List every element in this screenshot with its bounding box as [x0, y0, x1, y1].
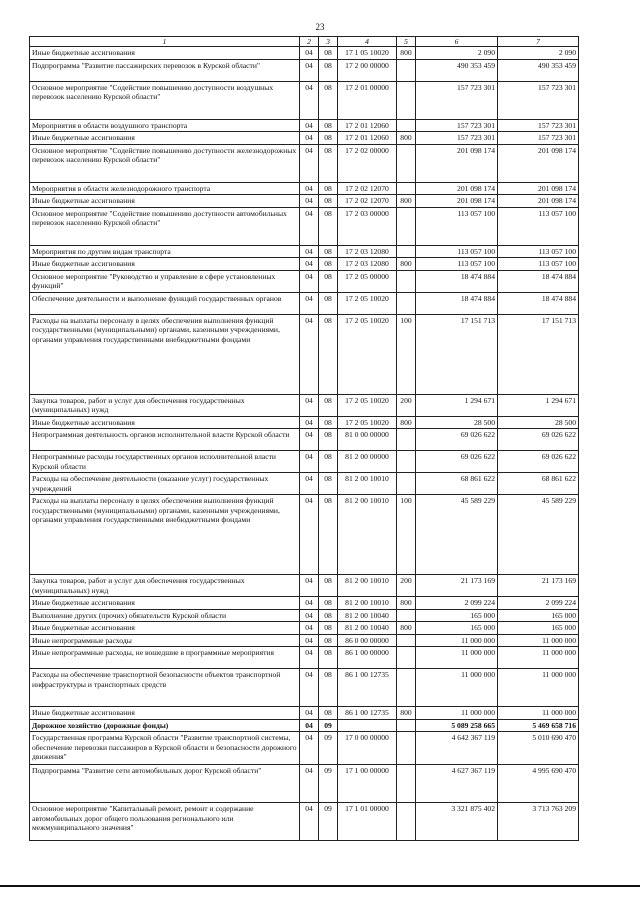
- row-amount-1-cell: 45 589 229: [416, 495, 498, 575]
- row-vr-cell: [397, 765, 416, 803]
- row-pr-cell: 08: [319, 207, 338, 245]
- table-row: [30, 495, 579, 575]
- row-pr-cell: 08: [319, 47, 338, 59]
- row-amount-1-cell: 69 026 622: [416, 451, 498, 473]
- row-amount-2-cell: 113 057 100: [498, 245, 579, 257]
- row-amount-1-cell: 68 861 622: [416, 473, 498, 495]
- row-csr-cell: 81 0 00 00000: [338, 429, 397, 451]
- row-csr-cell: 81 2 00 10040: [338, 609, 397, 621]
- row-amount-1-cell: 2 090: [416, 47, 498, 59]
- row-vr-cell: [397, 245, 416, 257]
- row-amount-2-cell: 45 589 229: [498, 495, 579, 575]
- row-amount-2-cell: 157 723 301: [498, 119, 579, 131]
- row-rz-cell: 04: [300, 132, 319, 144]
- header-col-4: 4: [338, 37, 397, 47]
- row-pr-cell: 08: [319, 258, 338, 270]
- row-pr-cell: 08: [319, 270, 338, 292]
- row-vr-cell: [397, 647, 416, 669]
- row-rz-cell: 04: [300, 634, 319, 646]
- row-rz-cell: 04: [300, 451, 319, 473]
- row-pr-cell: 09: [319, 765, 338, 803]
- row-pr-cell: 08: [319, 195, 338, 207]
- row-csr-cell: 86 1 00 12735: [338, 669, 397, 707]
- row-vr-cell: [397, 270, 416, 292]
- row-csr-cell: 81 2 00 10010: [338, 473, 397, 495]
- row-name-cell: Основное мероприятие "Капитальный ремонт, ремонт и содержание автомобильных дорог общего пользования регионального или межмуниципального значения": [30, 803, 300, 841]
- table-row: [30, 429, 579, 451]
- row-amount-1-cell: 21 173 169: [416, 575, 498, 597]
- row-vr-cell: 800: [397, 622, 416, 634]
- header-col-7: 7: [498, 37, 579, 47]
- row-csr-cell: 17 2 02 00000: [338, 144, 397, 182]
- row-rz-cell: 04: [300, 258, 319, 270]
- table-row: [30, 119, 579, 131]
- row-name-cell: Закупка товаров, работ и услуг для обеспечения государственных (муниципальных) нужд: [30, 575, 300, 597]
- table-row: [30, 707, 579, 719]
- row-name-cell: Иные непрограммные расходы, не вошедшие в программные мероприятия: [30, 647, 300, 669]
- row-amount-2-cell: 201 098 174: [498, 195, 579, 207]
- row-amount-1-cell: 11 000 000: [416, 669, 498, 707]
- table-row: [30, 803, 579, 841]
- row-vr-cell: [397, 119, 416, 131]
- row-vr-cell: 200: [397, 394, 416, 416]
- row-pr-cell: 08: [319, 292, 338, 314]
- table-row: [30, 314, 579, 394]
- row-name-cell: Иные бюджетные ассигнования: [30, 47, 300, 59]
- table-row: [30, 732, 579, 765]
- row-amount-2-cell: 2 099 224: [498, 597, 579, 609]
- row-rz-cell: 04: [300, 119, 319, 131]
- row-csr-cell: 17 2 05 10020: [338, 416, 397, 428]
- row-vr-cell: [397, 803, 416, 841]
- row-rz-cell: 04: [300, 803, 319, 841]
- row-csr-cell: 81 2 00 00000: [338, 451, 397, 473]
- row-vr-cell: [397, 81, 416, 119]
- row-amount-2-cell: 28 500: [498, 416, 579, 428]
- table-row: [30, 258, 579, 270]
- table-row: [30, 719, 579, 731]
- row-vr-cell: [397, 719, 416, 731]
- row-pr-cell: 08: [319, 314, 338, 394]
- row-pr-cell: 09: [319, 803, 338, 841]
- row-vr-cell: 800: [397, 416, 416, 428]
- row-amount-2-cell: 4 995 690 470: [498, 765, 579, 803]
- row-csr-cell: 17 2 01 00000: [338, 81, 397, 119]
- row-vr-cell: [397, 59, 416, 81]
- row-pr-cell: 08: [319, 451, 338, 473]
- table-row: [30, 59, 579, 81]
- row-rz-cell: 04: [300, 144, 319, 182]
- row-rz-cell: 04: [300, 622, 319, 634]
- row-rz-cell: 04: [300, 195, 319, 207]
- page-number: 23: [315, 22, 325, 32]
- row-csr-cell: 17 2 01 12060: [338, 119, 397, 131]
- row-vr-cell: [397, 451, 416, 473]
- table-row: [30, 669, 579, 707]
- table-row: [30, 270, 579, 292]
- row-amount-2-cell: 5 010 690 470: [498, 732, 579, 765]
- row-amount-1-cell: 113 057 100: [416, 245, 498, 257]
- row-rz-cell: 04: [300, 182, 319, 194]
- row-pr-cell: 09: [319, 732, 338, 765]
- row-rz-cell: 04: [300, 59, 319, 81]
- row-amount-2-cell: 113 057 100: [498, 207, 579, 245]
- row-amount-1-cell: 17 151 713: [416, 314, 498, 394]
- row-rz-cell: 04: [300, 495, 319, 575]
- row-pr-cell: 08: [319, 669, 338, 707]
- row-vr-cell: [397, 429, 416, 451]
- row-name-cell: Мероприятия в области воздушного транспорта: [30, 119, 300, 131]
- row-amount-1-cell: 4 642 367 119: [416, 732, 498, 765]
- row-csr-cell: 81 2 00 10040: [338, 622, 397, 634]
- row-amount-1-cell: 1 294 671: [416, 394, 498, 416]
- table-row: [30, 473, 579, 495]
- row-vr-cell: 200: [397, 575, 416, 597]
- header-col-5: 5: [397, 37, 416, 47]
- row-vr-cell: [397, 144, 416, 182]
- row-vr-cell: 100: [397, 314, 416, 394]
- row-vr-cell: 800: [397, 258, 416, 270]
- header-row: [30, 37, 579, 47]
- row-rz-cell: 04: [300, 719, 319, 731]
- row-pr-cell: 08: [319, 144, 338, 182]
- row-pr-cell: 09: [319, 719, 338, 731]
- row-amount-2-cell: 11 000 000: [498, 707, 579, 719]
- row-csr-cell: 86 0 00 00000: [338, 634, 397, 646]
- row-rz-cell: 04: [300, 314, 319, 394]
- row-amount-1-cell: 113 057 100: [416, 207, 498, 245]
- row-name-cell: Иные бюджетные ассигнования: [30, 707, 300, 719]
- row-amount-2-cell: 157 723 301: [498, 81, 579, 119]
- row-vr-cell: 100: [397, 495, 416, 575]
- row-vr-cell: [397, 732, 416, 765]
- table-row: [30, 195, 579, 207]
- row-amount-2-cell: 21 173 169: [498, 575, 579, 597]
- row-name-cell: Иные непрограммные расходы: [30, 634, 300, 646]
- table-row: [30, 451, 579, 473]
- row-vr-cell: [397, 207, 416, 245]
- row-amount-1-cell: 201 098 174: [416, 144, 498, 182]
- row-csr-cell: 17 2 02 12070: [338, 182, 397, 194]
- row-amount-1-cell: 165 000: [416, 622, 498, 634]
- row-csr-cell: 17 2 03 12080: [338, 245, 397, 257]
- row-csr-cell: 81 2 00 10010: [338, 495, 397, 575]
- table-row: [30, 765, 579, 803]
- header-col-3: 3: [319, 37, 338, 47]
- row-pr-cell: 08: [319, 119, 338, 131]
- row-name-cell: Основное мероприятие "Содействие повышению доступности автомобильных перевозок населению Курской области": [30, 207, 300, 245]
- row-amount-1-cell: 157 723 301: [416, 132, 498, 144]
- row-amount-1-cell: 165 000: [416, 609, 498, 621]
- row-vr-cell: 800: [397, 597, 416, 609]
- row-rz-cell: 04: [300, 270, 319, 292]
- table-body: [30, 47, 579, 841]
- row-rz-cell: 04: [300, 207, 319, 245]
- row-rz-cell: 04: [300, 394, 319, 416]
- row-amount-1-cell: 3 321 875 402: [416, 803, 498, 841]
- row-vr-cell: [397, 634, 416, 646]
- row-rz-cell: 04: [300, 765, 319, 803]
- table-row: [30, 416, 579, 428]
- table-row: [30, 132, 579, 144]
- row-vr-cell: 800: [397, 707, 416, 719]
- page-bottom-rule: [0, 885, 640, 887]
- table-row: [30, 609, 579, 621]
- table-row: [30, 144, 579, 182]
- row-csr-cell: 17 1 05 10020: [338, 47, 397, 59]
- row-amount-2-cell: 68 861 622: [498, 473, 579, 495]
- row-rz-cell: 04: [300, 647, 319, 669]
- row-rz-cell: 04: [300, 609, 319, 621]
- row-name-cell: Закупка товаров, работ и услуг для обеспечения государственных (муниципальных) нужд: [30, 394, 300, 416]
- row-pr-cell: 08: [319, 416, 338, 428]
- row-name-cell: Расходы на выплаты персоналу в целях обеспечения выполнения функций государственными (муниципальными) органами, казенными учреждениями, органами управления государственными внебюджетными фондами: [30, 495, 300, 575]
- row-amount-2-cell: 2 090: [498, 47, 579, 59]
- table-row: [30, 81, 579, 119]
- row-amount-1-cell: 11 000 000: [416, 647, 498, 669]
- row-amount-2-cell: 69 026 622: [498, 429, 579, 451]
- budget-table: [29, 36, 579, 841]
- row-amount-1-cell: 18 474 884: [416, 292, 498, 314]
- row-amount-2-cell: 11 000 000: [498, 669, 579, 707]
- row-amount-1-cell: 157 723 301: [416, 81, 498, 119]
- row-csr-cell: 17 0 00 00000: [338, 732, 397, 765]
- table-row: [30, 634, 579, 646]
- row-vr-cell: [397, 609, 416, 621]
- row-name-cell: Иные бюджетные ассигнования: [30, 416, 300, 428]
- table-row: [30, 622, 579, 634]
- row-csr-cell: [338, 719, 397, 731]
- row-name-cell: Дорожное хозяйство (дорожные фонды): [30, 719, 300, 731]
- row-amount-2-cell: 18 474 884: [498, 270, 579, 292]
- row-name-cell: Расходы на обеспечение транспортной безопасности объектов транспортной инфраструктуры и транспортных средств: [30, 669, 300, 707]
- row-name-cell: Основное мероприятие "Руководство и управление в сфере установленных функций": [30, 270, 300, 292]
- row-rz-cell: 04: [300, 597, 319, 609]
- row-csr-cell: 17 2 02 12070: [338, 195, 397, 207]
- row-vr-cell: [397, 473, 416, 495]
- row-amount-2-cell: 165 000: [498, 622, 579, 634]
- row-amount-2-cell: 5 469 658 716: [498, 719, 579, 731]
- row-pr-cell: 08: [319, 473, 338, 495]
- table-row: [30, 245, 579, 257]
- row-vr-cell: 800: [397, 47, 416, 59]
- table-row: [30, 182, 579, 194]
- row-name-cell: Подпрограмма "Развитие сети автомобильных дорог Курской области": [30, 765, 300, 803]
- row-rz-cell: 04: [300, 707, 319, 719]
- row-rz-cell: 04: [300, 245, 319, 257]
- row-vr-cell: 800: [397, 195, 416, 207]
- row-csr-cell: 17 2 03 00000: [338, 207, 397, 245]
- row-amount-1-cell: 201 098 174: [416, 182, 498, 194]
- row-csr-cell: 17 2 01 12060: [338, 132, 397, 144]
- table-row: [30, 47, 579, 59]
- row-name-cell: Иные бюджетные ассигнования: [30, 258, 300, 270]
- row-pr-cell: 08: [319, 59, 338, 81]
- table-row: [30, 597, 579, 609]
- row-amount-1-cell: 201 098 174: [416, 195, 498, 207]
- row-pr-cell: 08: [319, 575, 338, 597]
- row-amount-2-cell: 157 723 301: [498, 132, 579, 144]
- row-amount-2-cell: 17 151 713: [498, 314, 579, 394]
- row-pr-cell: 08: [319, 394, 338, 416]
- row-pr-cell: 08: [319, 647, 338, 669]
- row-csr-cell: 81 2 00 10010: [338, 597, 397, 609]
- row-rz-cell: 04: [300, 416, 319, 428]
- row-name-cell: Выполнение других (прочих) обязательств Курской области: [30, 609, 300, 621]
- row-name-cell: Основное мероприятие "Содействие повышению доступности железнодорожных перевозок населению Курской области": [30, 144, 300, 182]
- row-pr-cell: 08: [319, 245, 338, 257]
- row-name-cell: Обеспечение деятельности и выполнение функций государственных органов: [30, 292, 300, 314]
- row-name-cell: Иные бюджетные ассигнования: [30, 597, 300, 609]
- table-row: [30, 292, 579, 314]
- row-csr-cell: 86 1 00 00000: [338, 647, 397, 669]
- row-pr-cell: 08: [319, 182, 338, 194]
- row-rz-cell: 04: [300, 81, 319, 119]
- row-vr-cell: [397, 292, 416, 314]
- row-name-cell: Основное мероприятие "Содействие повышению доступности воздушных перевозок населению Курской области": [30, 81, 300, 119]
- header-col-2: 2: [300, 37, 319, 47]
- row-pr-cell: 08: [319, 609, 338, 621]
- row-csr-cell: 17 2 05 10020: [338, 314, 397, 394]
- row-vr-cell: [397, 669, 416, 707]
- table-row: [30, 394, 579, 416]
- row-amount-1-cell: 18 474 884: [416, 270, 498, 292]
- row-csr-cell: 17 2 05 00000: [338, 270, 397, 292]
- row-pr-cell: 08: [319, 597, 338, 609]
- row-csr-cell: 17 2 00 00000: [338, 59, 397, 81]
- row-pr-cell: 08: [319, 622, 338, 634]
- row-pr-cell: 08: [319, 634, 338, 646]
- row-name-cell: Непрограммные расходы государственных органов исполнительной власти Курской области: [30, 451, 300, 473]
- row-amount-2-cell: 165 000: [498, 609, 579, 621]
- row-csr-cell: 86 1 00 12735: [338, 707, 397, 719]
- row-name-cell: Иные бюджетные ассигнования: [30, 195, 300, 207]
- row-amount-2-cell: 3 713 763 209: [498, 803, 579, 841]
- row-csr-cell: 17 2 03 12080: [338, 258, 397, 270]
- table-row: [30, 647, 579, 669]
- row-vr-cell: 800: [397, 132, 416, 144]
- row-csr-cell: 17 1 00 00000: [338, 765, 397, 803]
- row-csr-cell: 17 2 05 10020: [338, 394, 397, 416]
- row-name-cell: Расходы на обеспечение деятельности (оказание услуг) государственных учреждений: [30, 473, 300, 495]
- row-amount-2-cell: 113 057 100: [498, 258, 579, 270]
- row-name-cell: Мероприятия в области железнодорожного транспорта: [30, 182, 300, 194]
- row-amount-2-cell: 490 353 459: [498, 59, 579, 81]
- row-amount-1-cell: 4 627 367 119: [416, 765, 498, 803]
- header-col-6: 6: [416, 37, 498, 47]
- row-amount-2-cell: 201 098 174: [498, 182, 579, 194]
- row-name-cell: Расходы на выплаты персоналу в целях обеспечения выполнения функций государственными (муниципальными) органами, казенными учреждениями, органами управления государственными внебюджетными фондами: [30, 314, 300, 394]
- row-name-cell: Государственная программа Курской области "Развитие транспортной системы, обеспечение перевозки пассажиров в Курской области и безопасности дорожного движения": [30, 732, 300, 765]
- row-amount-1-cell: 157 723 301: [416, 119, 498, 131]
- row-name-cell: Подпрограмма "Развитие пассажирских перевозок в Курской области": [30, 59, 300, 81]
- row-rz-cell: 04: [300, 292, 319, 314]
- row-amount-1-cell: 5 089 258 665: [416, 719, 498, 731]
- row-amount-1-cell: 11 000 000: [416, 634, 498, 646]
- row-pr-cell: 08: [319, 132, 338, 144]
- row-csr-cell: 17 1 01 00000: [338, 803, 397, 841]
- row-amount-2-cell: 1 294 671: [498, 394, 579, 416]
- header-col-1: 1: [30, 37, 300, 47]
- row-rz-cell: 04: [300, 47, 319, 59]
- row-pr-cell: 08: [319, 81, 338, 119]
- table-row: [30, 207, 579, 245]
- row-amount-1-cell: 28 500: [416, 416, 498, 428]
- row-amount-2-cell: 11 000 000: [498, 647, 579, 669]
- row-amount-1-cell: 11 000 000: [416, 707, 498, 719]
- row-amount-2-cell: 11 000 000: [498, 634, 579, 646]
- row-pr-cell: 08: [319, 495, 338, 575]
- row-amount-2-cell: 18 474 884: [498, 292, 579, 314]
- row-pr-cell: 08: [319, 707, 338, 719]
- row-pr-cell: 08: [319, 429, 338, 451]
- row-name-cell: Иные бюджетные ассигнования: [30, 132, 300, 144]
- row-amount-2-cell: 69 026 622: [498, 451, 579, 473]
- row-rz-cell: 04: [300, 732, 319, 765]
- row-name-cell: Мероприятия по другим видам транспорта: [30, 245, 300, 257]
- row-amount-2-cell: 201 098 174: [498, 144, 579, 182]
- row-rz-cell: 04: [300, 669, 319, 707]
- row-csr-cell: 17 2 05 10020: [338, 292, 397, 314]
- row-amount-1-cell: 2 099 224: [416, 597, 498, 609]
- table-row: [30, 575, 579, 597]
- row-amount-1-cell: 113 057 100: [416, 258, 498, 270]
- row-rz-cell: 04: [300, 473, 319, 495]
- row-name-cell: Непрограммная деятельность органов исполнительной власти Курской области: [30, 429, 300, 451]
- row-vr-cell: [397, 182, 416, 194]
- row-rz-cell: 04: [300, 429, 319, 451]
- row-csr-cell: 81 2 00 10010: [338, 575, 397, 597]
- row-name-cell: Иные бюджетные ассигнования: [30, 622, 300, 634]
- row-amount-1-cell: 69 026 622: [416, 429, 498, 451]
- row-amount-1-cell: 490 353 459: [416, 59, 498, 81]
- row-rz-cell: 04: [300, 575, 319, 597]
